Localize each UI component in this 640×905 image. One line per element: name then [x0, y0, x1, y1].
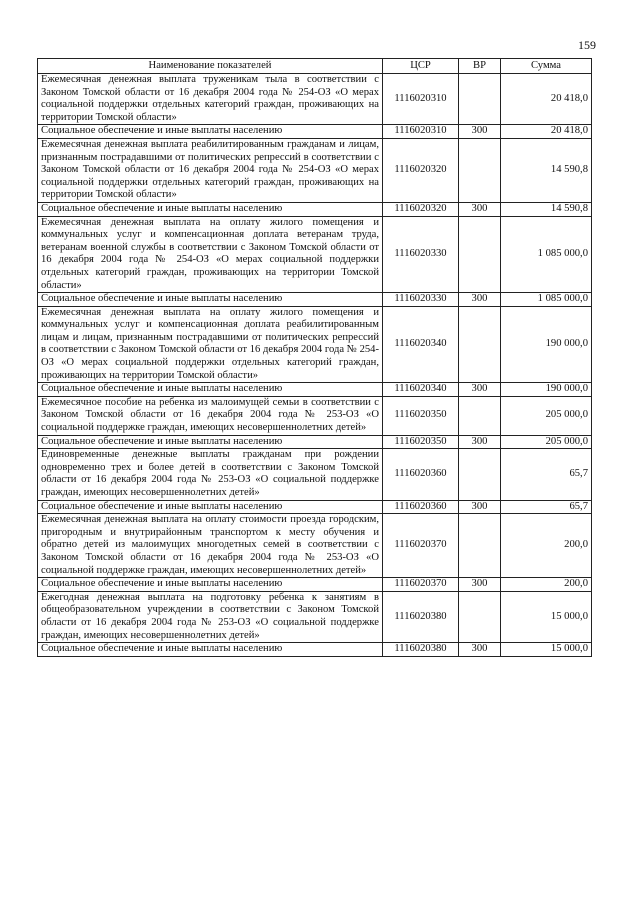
cell-sum: 15 000,0 — [501, 643, 592, 657]
table-row-subtotal — [38, 578, 592, 592]
cell-name: Социальное обеспечение и иные выплаты населению — [38, 578, 383, 592]
cell-csr: 1116020380 — [383, 643, 459, 657]
table-row — [38, 306, 592, 383]
table-row-subtotal — [38, 643, 592, 657]
cell-sum: 65,7 — [501, 449, 592, 500]
cell-name: Ежегодная денежная выплата на подготовку ребенка к занятиям в общеобразовательном учреждении в соответствии с Законом Томской области от 16 декабря 2004 года № 253-ОЗ «О социальной поддержке граждан, имеющих несовершеннолетних детей» — [38, 591, 383, 642]
header-csr: ЦСР — [383, 59, 459, 74]
cell-sum: 14 590,8 — [501, 202, 592, 216]
table-row-subtotal — [38, 202, 592, 216]
cell-csr: 1116020370 — [383, 514, 459, 578]
cell-sum: 200,0 — [501, 578, 592, 592]
header-name: Наименование показателей — [38, 59, 383, 74]
cell-name: Ежемесячное пособие на ребенка из малоимущей семьи в соответствии с Законом Томской области от 16 декабря 2004 года № 253-ОЗ «О социальной поддержке граждан, имеющих несовершеннолетних детей» — [38, 396, 383, 435]
table-body — [38, 74, 592, 657]
cell-name: Социальное обеспечение и иные выплаты населению — [38, 125, 383, 139]
table-row-subtotal — [38, 383, 592, 397]
cell-csr: 1116020310 — [383, 74, 459, 125]
table-row-subtotal — [38, 293, 592, 307]
cell-csr: 1116020350 — [383, 435, 459, 449]
cell-csr: 1116020340 — [383, 383, 459, 397]
cell-sum: 1 085 000,0 — [501, 216, 592, 293]
cell-csr: 1116020320 — [383, 138, 459, 202]
cell-sum: 65,7 — [501, 500, 592, 514]
table-row — [38, 216, 592, 293]
cell-csr: 1116020360 — [383, 449, 459, 500]
header-vr: ВР — [459, 59, 501, 74]
cell-name: Социальное обеспечение и иные выплаты населению — [38, 643, 383, 657]
cell-vr: 300 — [459, 435, 501, 449]
budget-table — [37, 58, 592, 657]
cell-name: Единовременные денежные выплаты гражданам при рождении одновременно трех и более детей в соответствии с Законом Томской области от 16 декабря 2004 года № 253-ОЗ «О социальной поддержке граждан, имеющих несовершеннолетних детей» — [38, 449, 383, 500]
cell-name: Ежемесячная денежная выплата на оплату стоимости проезда городским, пригородным и внутрирайонным транспортом к месту обучения и обратно детей из малоимущих многодетных семей в соответствии с Законом Томской области от 16 декабря 2004 года № 253-ОЗ «О социальной поддержке граждан, имеющих несовершеннолетних детей» — [38, 514, 383, 578]
cell-vr — [459, 216, 501, 293]
cell-name: Ежемесячная денежная выплата труженикам тыла в соответствии с Законом Томской области от 16 декабря 2004 года № 254-ОЗ «О мерах социальной поддержки отдельных категорий граждан, проживающих на территории Томской области» — [38, 74, 383, 125]
cell-vr — [459, 591, 501, 642]
table-row — [38, 591, 592, 642]
cell-vr — [459, 514, 501, 578]
page-number: 159 — [578, 38, 596, 52]
cell-name: Ежемесячная денежная выплата реабилитированным гражданам и лицам, признанным пострадавшими от политических репрессий в соответствии с Законом Томской области от 16 декабря 2004 года № 254-ОЗ «О мерах социальной поддержки отдельных категорий граждан, проживающих на территории Томской области» — [38, 138, 383, 202]
cell-vr: 300 — [459, 202, 501, 216]
cell-sum: 20 418,0 — [501, 125, 592, 139]
cell-csr: 1116020360 — [383, 500, 459, 514]
cell-vr — [459, 449, 501, 500]
cell-sum: 15 000,0 — [501, 591, 592, 642]
table-row — [38, 138, 592, 202]
cell-name: Социальное обеспечение и иные выплаты населению — [38, 293, 383, 307]
cell-sum: 205 000,0 — [501, 435, 592, 449]
cell-vr — [459, 306, 501, 383]
cell-name: Социальное обеспечение и иные выплаты населению — [38, 435, 383, 449]
table-row — [38, 74, 592, 125]
cell-vr: 300 — [459, 578, 501, 592]
table-row — [38, 514, 592, 578]
cell-vr: 300 — [459, 125, 501, 139]
cell-sum: 200,0 — [501, 514, 592, 578]
cell-name: Социальное обеспечение и иные выплаты населению — [38, 202, 383, 216]
cell-vr — [459, 396, 501, 435]
cell-csr: 1116020320 — [383, 202, 459, 216]
cell-csr: 1116020340 — [383, 306, 459, 383]
cell-name: Ежемесячная денежная выплата на оплату жилого помещения и коммунальных услуг и компенсационная доплата ветеранам труда, ветеранам военной службы в соответствии с Законом Томской области от 16 декабря 2004 года № 254-ОЗ «О мерах социальной поддержки отдельных категорий граждан, проживающих на территории Томской области» — [38, 216, 383, 293]
table-row — [38, 396, 592, 435]
cell-vr — [459, 138, 501, 202]
cell-name: Социальное обеспечение и иные выплаты населению — [38, 383, 383, 397]
cell-vr: 300 — [459, 293, 501, 307]
table-row-subtotal — [38, 435, 592, 449]
cell-sum: 205 000,0 — [501, 396, 592, 435]
cell-vr — [459, 74, 501, 125]
cell-vr: 300 — [459, 643, 501, 657]
table-row-subtotal — [38, 500, 592, 514]
cell-sum: 190 000,0 — [501, 383, 592, 397]
table-row-subtotal — [38, 125, 592, 139]
cell-sum: 14 590,8 — [501, 138, 592, 202]
cell-sum: 190 000,0 — [501, 306, 592, 383]
cell-csr: 1116020330 — [383, 216, 459, 293]
cell-sum: 20 418,0 — [501, 74, 592, 125]
cell-vr: 300 — [459, 383, 501, 397]
cell-csr: 1116020350 — [383, 396, 459, 435]
cell-csr: 1116020370 — [383, 578, 459, 592]
cell-csr: 1116020330 — [383, 293, 459, 307]
cell-csr: 1116020310 — [383, 125, 459, 139]
cell-name: Ежемесячная денежная выплата на оплату жилого помещения и коммунальных услуг и компенсационная доплата реабилитированным лицам и лицам, признанным пострадавшими от политических репрессий в соответствии с Законом Томской области от 16 декабря 2004 года № 254-ОЗ «О мерах социальной поддержки отдельных категорий граждан, проживающих на территории Томской области» — [38, 306, 383, 383]
cell-csr: 1116020380 — [383, 591, 459, 642]
cell-name: Социальное обеспечение и иные выплаты населению — [38, 500, 383, 514]
cell-vr: 300 — [459, 500, 501, 514]
cell-sum: 1 085 000,0 — [501, 293, 592, 307]
header-sum: Сумма — [501, 59, 592, 74]
table-header-row — [38, 59, 592, 74]
table-row — [38, 449, 592, 500]
